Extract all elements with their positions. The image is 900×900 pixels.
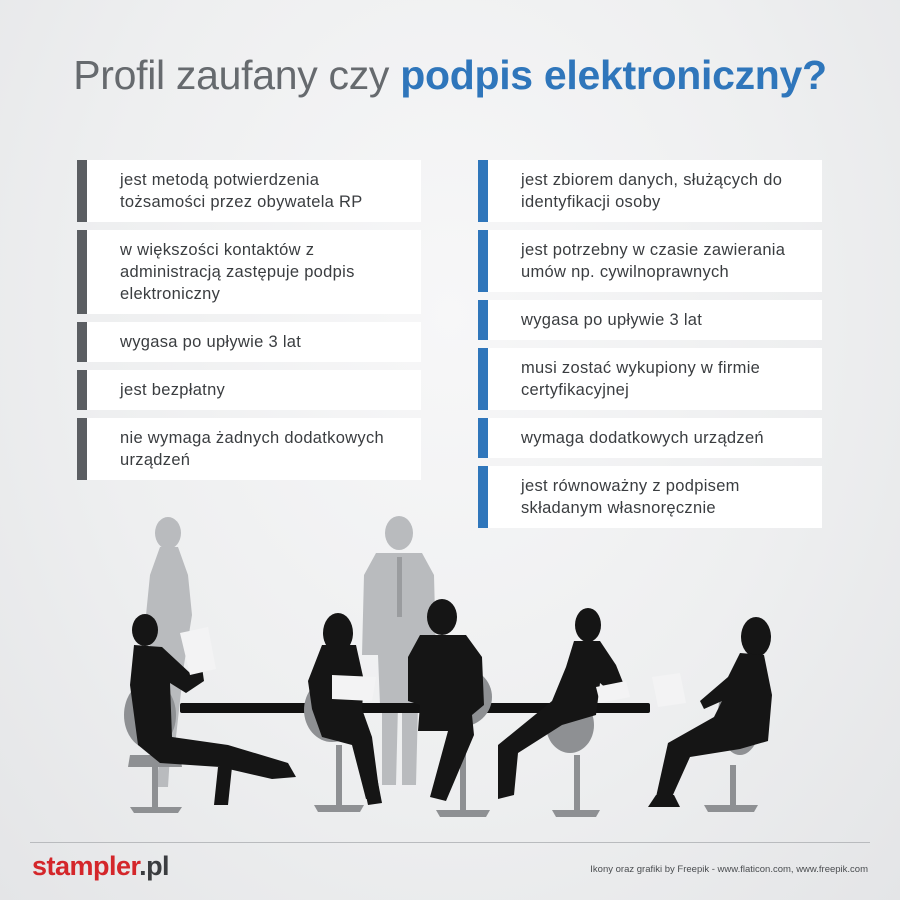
item-bar — [478, 300, 488, 340]
item-bar — [77, 370, 87, 410]
list-item — [77, 370, 421, 410]
meeting-illustration — [100, 505, 790, 835]
item-bar — [478, 160, 488, 222]
list-item — [77, 230, 421, 314]
credits-text: Ikony oraz grafiki by Freepik - www.flaticon.com, www.freepik.com — [590, 864, 868, 875]
logo-tld: .pl — [139, 851, 170, 881]
item-text: nie wymaga żadnych dodatkowych urządzeń — [120, 429, 384, 469]
stampler-logo[interactable] — [32, 851, 169, 882]
title-regular: Profil zaufany czy — [73, 52, 401, 98]
list-item — [77, 322, 421, 362]
item-bar — [478, 230, 488, 292]
footer-divider — [30, 842, 870, 843]
list-item — [478, 300, 822, 340]
e-signature-column — [478, 160, 822, 536]
item-text: w większości kontaktów z administracją zastępuje podpis elektroniczny — [120, 241, 355, 303]
item-bar — [478, 348, 488, 410]
item-text: jest zbiorem danych, służących do identyfikacji osoby — [521, 171, 783, 211]
list-item — [478, 160, 822, 222]
list-item — [77, 160, 421, 222]
item-bar — [77, 322, 87, 362]
item-bar — [478, 418, 488, 458]
item-text: wygasa po upływie 3 lat — [521, 311, 703, 329]
item-bar — [77, 230, 87, 314]
list-item — [478, 418, 822, 458]
item-text: musi zostać wykupiony w firmie certyfikacyjnej — [521, 359, 761, 399]
trusted-profile-column — [77, 160, 421, 488]
item-text: jest potrzebny w czasie zawierania umów np. cywilnoprawnych — [521, 241, 786, 281]
title-accent: podpis elektroniczny? — [400, 52, 827, 98]
item-text: jest bezpłatny — [120, 381, 226, 399]
list-item — [478, 230, 822, 292]
item-text: jest metodą potwierdzenia tożsamości przez obywatela RP — [120, 171, 363, 211]
list-item — [478, 348, 822, 410]
item-text: jest równoważny z podpisem składanym własnoręcznie — [521, 477, 740, 517]
page-title — [0, 52, 900, 99]
item-text: wygasa po upływie 3 lat — [120, 333, 302, 351]
item-text: wymaga dodatkowych urządzeń — [521, 429, 764, 447]
item-bar — [77, 418, 87, 480]
list-item — [77, 418, 421, 480]
item-bar — [77, 160, 87, 222]
logo-main: stampler — [32, 851, 140, 881]
